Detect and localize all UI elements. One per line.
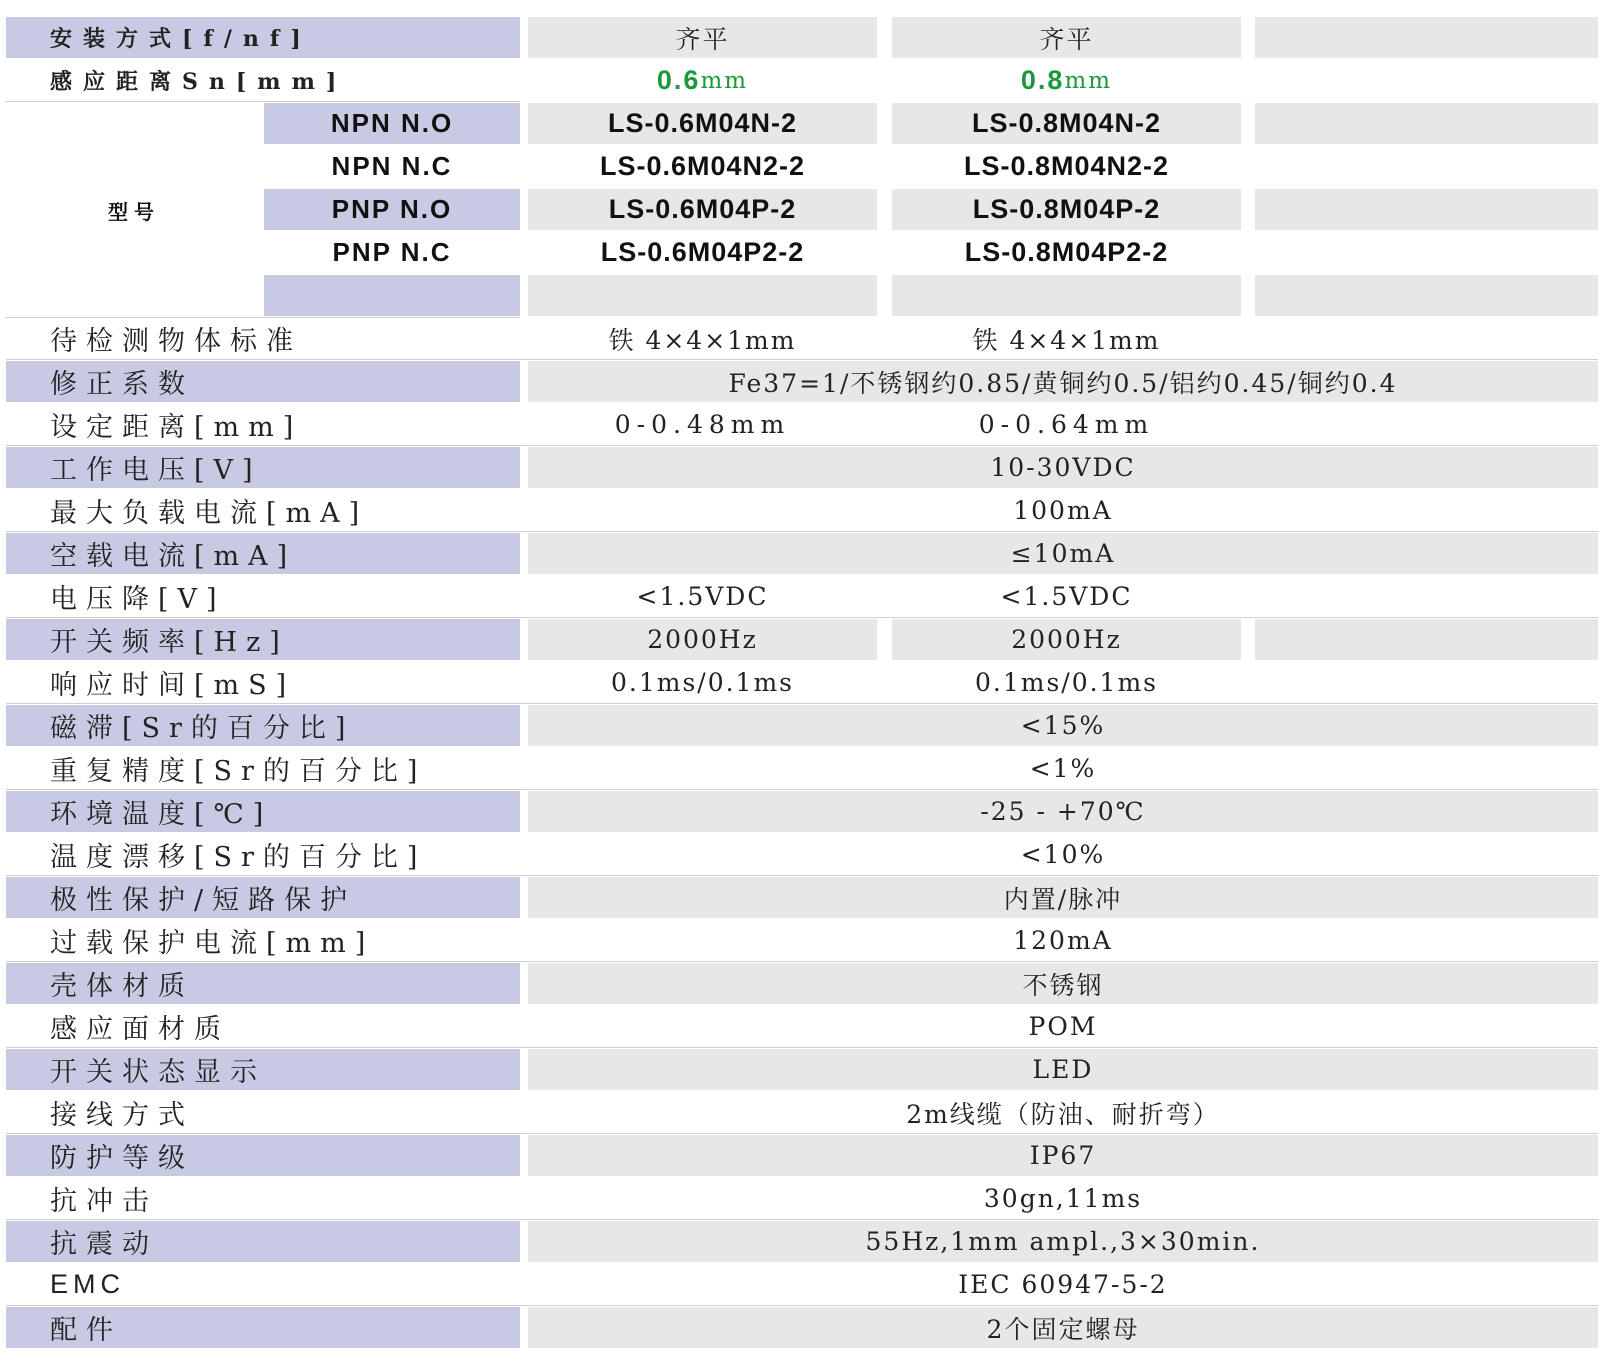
row-divider	[6, 531, 1598, 532]
spec-value: 0.1ms/0.1ms	[974, 668, 1158, 697]
sensing-distance-unit: mm	[700, 67, 749, 94]
spec-value: IP67	[528, 1135, 1598, 1176]
spec-label: 防护等级	[6, 1135, 520, 1176]
header-label: 安装方式[f/nf]	[6, 17, 520, 58]
spec-label: 空载电流[mA]	[6, 533, 520, 574]
model-number	[1255, 103, 1598, 144]
spec-value: 0-0.64mm	[978, 410, 1155, 439]
spec-value: POM	[1028, 1012, 1098, 1041]
spec-value: <1.5VDC	[1000, 582, 1133, 611]
model-number: LS-0.6M04P-2	[528, 189, 877, 230]
spec-value: 铁 4×4×1mm	[972, 325, 1161, 355]
spec-value: 30gn,11ms	[983, 1184, 1143, 1213]
header-value	[1255, 60, 1598, 101]
output-type-label	[264, 275, 520, 316]
spec-value: 内置/脉冲	[528, 877, 1598, 918]
model-number	[528, 275, 877, 316]
spec-label: 修正系数	[6, 361, 520, 402]
spec-label: 配件	[6, 1307, 520, 1348]
spec-label: 温度漂移[Sr的百分比]	[6, 834, 520, 875]
spec-value: 100mA	[1013, 496, 1113, 525]
spec-label: 抗冲击	[6, 1178, 520, 1219]
row-divider	[6, 1219, 1598, 1220]
spec-label: 接线方式	[6, 1092, 520, 1133]
spec-value: 55Hz,1mm ampl.,3×30min.	[528, 1221, 1598, 1262]
spec-label: 环境温度[℃]	[6, 791, 520, 832]
row-divider	[6, 1047, 1598, 1048]
spec-value: <10%	[1020, 840, 1106, 869]
spec-value: 铁 4×4×1mm	[608, 325, 797, 355]
spec-value: -25 - +70℃	[528, 791, 1598, 832]
row-divider	[6, 1133, 1598, 1134]
row-divider	[6, 359, 1598, 360]
header-value: 齐平	[528, 17, 877, 58]
row-divider	[6, 875, 1598, 876]
spec-value: Fe37=1/不锈钢约0.85/黄铜约0.5/铝约0.45/铜约0.4	[528, 361, 1598, 402]
model-number: LS-0.6M04N2-2	[599, 151, 806, 181]
spec-value: LED	[528, 1049, 1598, 1090]
spec-value: 0-0.48mm	[614, 410, 791, 439]
model-number: LS-0.8M04P2-2	[964, 237, 1169, 267]
spec-label: 抗震动	[6, 1221, 520, 1262]
model-number: LS-0.8M04P-2	[892, 189, 1241, 230]
spec-label: 电压降[V]	[6, 576, 520, 617]
output-type-label: NPN N.C	[331, 151, 453, 181]
model-number	[892, 275, 1241, 316]
spec-label: 工作电压[V]	[6, 447, 520, 488]
header-value: 齐平	[892, 17, 1241, 58]
spec-value: ≤10mA	[528, 533, 1598, 574]
model-group-label: 型号	[108, 200, 160, 224]
sensing-distance-value: 0.8	[1020, 65, 1065, 95]
sensing-distance-unit: mm	[1064, 67, 1113, 94]
spec-value: 0.1ms/0.1ms	[610, 668, 794, 697]
model-number	[1255, 189, 1598, 230]
spec-label: 极性保护/短路保护	[6, 877, 520, 918]
spec-label: 开关状态显示	[6, 1049, 520, 1090]
model-number: LS-0.8M04N-2	[892, 103, 1241, 144]
header-value	[528, 60, 877, 101]
spec-label: 待检测物体标准	[6, 318, 520, 359]
spec-label: 感应面材质	[6, 1006, 520, 1047]
header-value	[892, 60, 1241, 101]
row-divider	[6, 617, 1598, 618]
spec-label: 设定距离[mm]	[6, 404, 520, 445]
spec-label: 磁滞[Sr的百分比]	[6, 705, 520, 746]
output-type-label: PNP N.C	[332, 237, 452, 267]
model-number	[1255, 275, 1598, 316]
spec-label: 最大负载电流[mA]	[6, 490, 520, 531]
row-divider	[6, 445, 1598, 446]
spec-value: 2m线缆（防油、耐折弯）	[906, 1099, 1220, 1129]
row-divider	[6, 789, 1598, 790]
model-number: LS-0.6M04N-2	[528, 103, 877, 144]
spec-value: 不锈钢	[528, 963, 1598, 1004]
spec-value: 120mA	[1013, 926, 1113, 955]
spec-value: 2000Hz	[892, 619, 1241, 660]
spec-value: 10-30VDC	[528, 447, 1598, 488]
model-number: LS-0.8M04N2-2	[963, 151, 1170, 181]
sensing-distance-value: 0.6	[656, 65, 701, 95]
header-value	[1255, 17, 1598, 58]
spec-value	[1255, 619, 1598, 660]
model-number	[1255, 232, 1598, 273]
row-divider	[6, 1305, 1598, 1306]
header-label: 感应距离Sn[mm]	[6, 60, 520, 101]
spec-value: IEC 60947-5-2	[958, 1270, 1168, 1299]
spec-label: 过载保护电流[mm]	[6, 920, 520, 961]
spec-label: 响应时间[mS]	[6, 662, 520, 703]
spec-label: EMC	[6, 1264, 520, 1305]
spec-label: 壳体材质	[6, 963, 520, 1004]
row-divider	[6, 961, 1598, 962]
spec-value: <1.5VDC	[636, 582, 769, 611]
row-divider	[6, 703, 1598, 704]
spec-value: <1%	[1029, 754, 1097, 783]
spec-value: 2000Hz	[528, 619, 877, 660]
spec-value: 2个固定螺母	[528, 1307, 1598, 1348]
output-type-label: PNP N.O	[264, 189, 520, 230]
spec-label: 重复精度[Sr的百分比]	[6, 748, 520, 789]
model-number: LS-0.6M04P2-2	[600, 237, 805, 267]
model-number	[1255, 146, 1598, 187]
output-type-label: NPN N.O	[264, 103, 520, 144]
row-divider	[6, 101, 520, 102]
spec-label: 开关频率[Hz]	[6, 619, 520, 660]
spec-value: <15%	[528, 705, 1598, 746]
